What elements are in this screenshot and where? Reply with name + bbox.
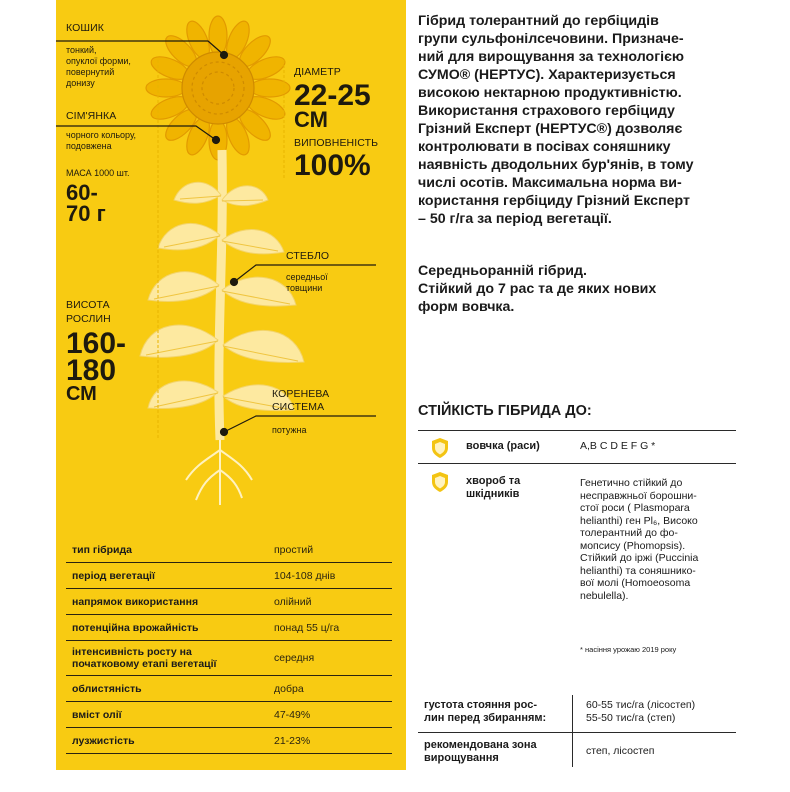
table-row: тип гібрида простий [66,537,392,563]
zone-label: рекомендована зона вирощування [424,739,537,764]
seed-desc: чорного кольору, подовжена [66,130,137,151]
disease-label: хвороб та шкідників [466,475,521,500]
head-desc: тонкий, опуклої форми, повернутий донизу [66,45,131,88]
diameter-value: 22-25 СМ [294,79,371,132]
shield-icon [430,437,450,459]
zone-value: степ, лісостеп [586,745,655,757]
height-value: 160- 180 СМ [66,327,127,405]
divider [418,732,736,733]
disease-value: Генетично стійкий до несправжньої борошни- стої роси ( Plasmopara helianthi) ген Pl₆, Високо толерантний до фо- мопсису (Phomopsis). Стійкий до іржі (Puccinia helianthi) та соняшнико- вої молі (Homoeosoma nebulella). [580,477,699,602]
root-label: КОРЕНЕВА СИСТЕМА [272,388,330,413]
table-row: облистяність добра [66,676,392,702]
table-row: інтенсивність росту на початковому етапі вегетації середня [66,641,392,676]
diameter-label: ДІАМЕТР [294,66,341,78]
table-row: період вегетації 104-108 днів [66,563,392,589]
stem-label: СТЕБЛО [286,250,330,262]
description-2: Середньоранній гібрид. Стійкий до 7 рас та де яких нових форм вовчка. [418,263,657,315]
shield-icon [430,471,450,493]
broomrape-label: вовчка (раси) [466,440,540,452]
mass-value: 60- 70 г [66,180,106,226]
params-table [66,537,392,754]
fullness-value: 100% [294,149,371,182]
table-row: потенційна врожайність понад 55 ц/га [66,615,392,641]
seed-label: СІМ'ЯНКА [66,110,117,122]
mass-label: МАСА 1000 шт. [66,168,130,178]
stem-desc: середньої товщини [286,272,328,293]
table-row: напрямок використання олійний [66,589,392,615]
resistance-title: СТІЙКІСТЬ ГІБРИДА ДО: [418,403,592,419]
head-label: КОШИК [66,22,104,34]
broomrape-value: A,B C D E F G * [580,440,656,452]
height-label: ВИСОТА РОСЛИН [66,299,111,325]
table-row: лузжистість 21-23% [66,728,392,754]
density-value: 60-55 тис/га (лісостеп) 55-50 тис/га (степ) [586,699,696,724]
table-row: вміст олії 47-49% [66,702,392,728]
divider [418,430,736,431]
description: Гібрид толерантний до гербіцидів групи сульфонілсечовини. Призначе- ний для вирощування за технологією СУМО® (НЕРТУС). Характеризується високою нектарною продуктивністю. Використання страхового гербіциду Грізний Експерт (НЕРТУС®) дозволяє контролювати в посівах соняшнику наявність дводольних бур'янів, в тому числі осотів. Максимальна норма ви- користання гербіциду Грізний Експерт – 50 г/га за період вегетації. [418,13,694,227]
column-divider [572,695,573,767]
divider [418,463,736,464]
footnote: * насіння урожаю 2019 року [580,645,677,654]
fullness-label: ВИПОВНЕНІСТЬ [294,137,379,149]
root-desc: потужна [272,425,307,435]
density-label: густота стояння рос- лин перед збиранням: [424,699,547,724]
